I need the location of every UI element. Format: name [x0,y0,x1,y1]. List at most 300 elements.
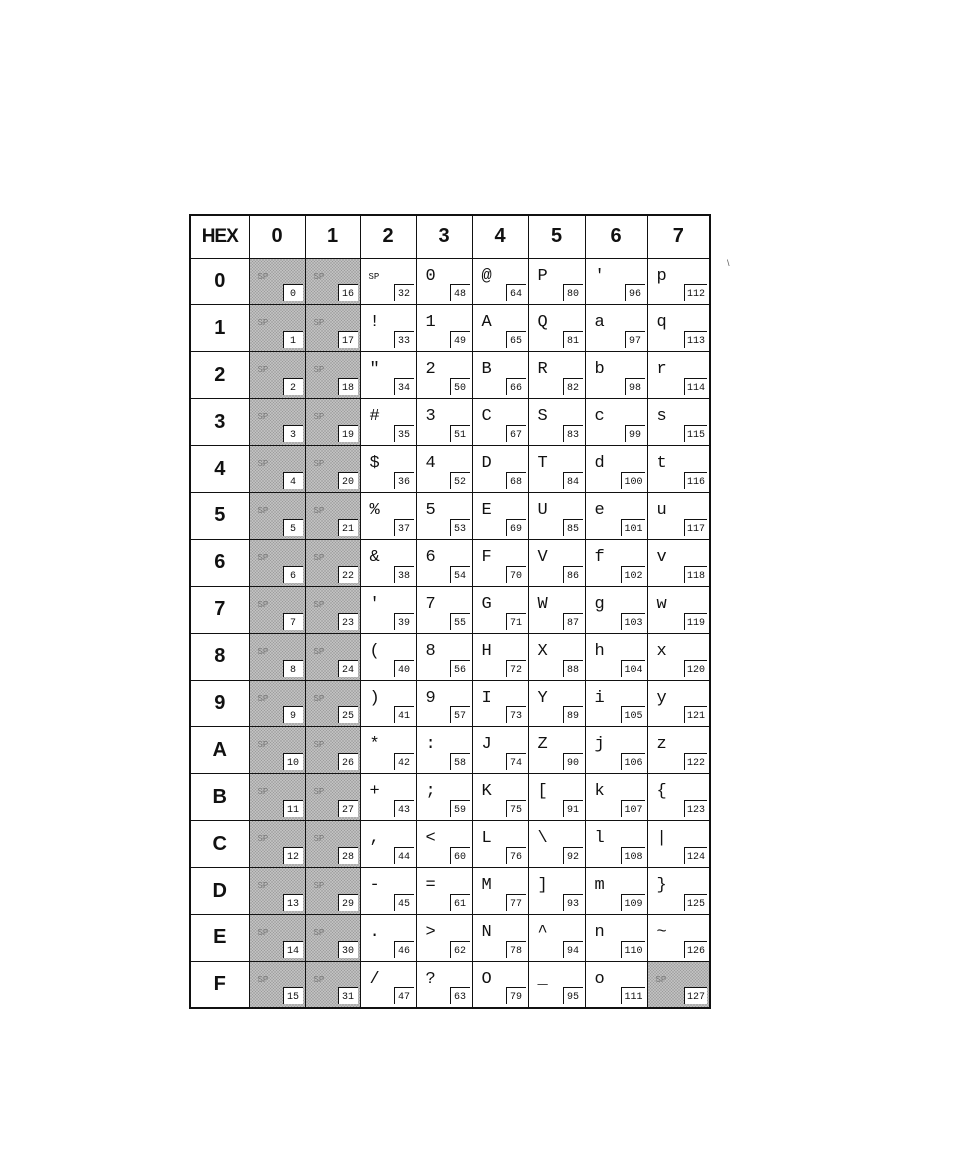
decimal-code-box: 92 [563,847,583,864]
cell-glyph: ; [425,782,436,802]
char-cell [585,961,647,1008]
decimal-code-box: 76 [506,847,526,864]
char-cell [360,446,416,493]
row-hex-label: 8 [190,633,249,680]
table-row [190,446,710,493]
cell-glyph: SP [257,505,269,516]
cell-glyph: G [481,594,492,614]
char-cell [585,539,647,586]
control-char-cell [249,774,305,821]
decimal-code-box: 25 [338,706,358,723]
row-hex-label: 1 [190,305,249,352]
decimal-code-box: 93 [563,894,583,911]
table-row [190,586,710,633]
cell-glyph: SP [313,599,325,610]
cell-glyph: } [656,876,667,896]
decimal-code-box: 89 [563,706,583,723]
char-cell [416,774,472,821]
decimal-code-box: 115 [684,425,707,442]
decimal-code-box: 111 [621,987,644,1004]
char-cell [647,492,710,539]
decimal-code-box: 32 [394,284,414,301]
decimal-code-box: 95 [563,987,583,1004]
decimal-code-box: 78 [506,941,526,958]
cell-glyph: SP [313,412,325,423]
decimal-code-box: 51 [450,425,470,442]
decimal-code-box: 72 [506,660,526,677]
row-hex-label: 5 [190,492,249,539]
char-cell [647,633,710,680]
char-cell [585,727,647,774]
table-row [190,774,710,821]
control-char-cell [249,492,305,539]
char-cell [585,868,647,915]
cell-glyph: $ [369,454,380,474]
char-cell [528,774,585,821]
decimal-code-box: 82 [563,378,583,395]
char-cell [647,586,710,633]
decimal-code-box: 71 [506,613,526,630]
cell-glyph: { [656,782,667,802]
decimal-code-box: 23 [338,613,358,630]
cell-glyph: b [594,360,605,380]
table-row [190,539,710,586]
control-char-cell [249,821,305,868]
decimal-code-box: 14 [283,941,303,958]
char-cell [360,633,416,680]
decimal-code-box: 17 [338,331,358,348]
control-char-cell [249,258,305,305]
cell-glyph: SP [257,881,269,892]
table-row [190,821,710,868]
cell-glyph: N [481,922,492,942]
char-cell [585,821,647,868]
control-char-cell [305,961,360,1008]
decimal-code-box: 16 [338,284,358,301]
decimal-code-box: 41 [394,706,414,723]
cell-glyph: y [656,688,667,708]
char-cell [585,774,647,821]
cell-glyph: SP [257,646,269,657]
char-cell [472,774,528,821]
column-header: 7 [647,215,710,258]
char-cell [472,868,528,915]
cell-glyph: ? [425,969,436,989]
cell-glyph: d [594,454,605,474]
control-char-cell [305,539,360,586]
cell-glyph: SP [313,505,325,516]
control-char-cell [249,352,305,399]
char-cell [528,352,585,399]
row-hex-label: 9 [190,680,249,727]
char-cell [647,305,710,352]
cell-glyph: Q [537,313,548,333]
control-char-cell [305,680,360,727]
decimal-code-box: 67 [506,425,526,442]
cell-glyph: j [594,735,605,755]
decimal-code-box: 96 [625,284,645,301]
table-row [190,258,710,305]
decimal-code-box: 112 [684,284,707,301]
cell-glyph: V [537,547,548,567]
char-cell [416,492,472,539]
cell-glyph: k [594,782,605,802]
char-cell [472,633,528,680]
decimal-code-box: 109 [621,894,644,911]
cell-glyph: | [656,829,667,849]
cell-glyph: _ [537,969,548,989]
table-row [190,868,710,915]
decimal-code-box: 7 [283,613,303,630]
control-char-cell [249,399,305,446]
char-cell [360,539,416,586]
char-cell [416,446,472,493]
decimal-code-box: 34 [394,378,414,395]
char-cell [528,961,585,1008]
char-cell [647,258,710,305]
char-cell [585,352,647,399]
cell-glyph: B [481,360,492,380]
char-cell [360,492,416,539]
decimal-code-box: 20 [338,472,358,489]
control-char-cell [249,914,305,961]
char-cell [528,821,585,868]
cell-glyph: SP [655,974,667,985]
char-cell [647,868,710,915]
decimal-code-box: 30 [338,941,358,958]
char-cell [472,492,528,539]
decimal-code-box: 12 [283,847,303,864]
decimal-code-box: 113 [684,331,707,348]
decimal-code-box: 86 [563,566,583,583]
char-cell [528,258,585,305]
char-cell [528,399,585,446]
decimal-code-box: 58 [450,753,470,770]
cell-glyph: SP [257,599,269,610]
cell-glyph: 3 [425,407,436,427]
cell-glyph: SP [257,318,269,329]
char-cell [647,399,710,446]
decimal-code-box: 0 [283,284,303,301]
cell-glyph: 2 [425,360,436,380]
control-char-cell [305,914,360,961]
control-char-cell [249,539,305,586]
char-cell [585,305,647,352]
decimal-code-box: 80 [563,284,583,301]
char-cell [416,727,472,774]
char-cell [416,539,472,586]
decimal-code-box: 100 [621,472,644,489]
char-cell [360,821,416,868]
cell-glyph: L [481,829,492,849]
row-hex-label: A [190,727,249,774]
row-hex-label: D [190,868,249,915]
cell-glyph: Z [537,735,548,755]
decimal-code-box: 3 [283,425,303,442]
control-char-cell [249,961,305,1008]
char-cell [472,258,528,305]
decimal-code-box: 98 [625,378,645,395]
cell-glyph: c [594,407,605,427]
decimal-code-box: 40 [394,660,414,677]
table-row [190,680,710,727]
char-cell [528,633,585,680]
cell-glyph: D [481,454,492,474]
cell-glyph: H [481,641,492,661]
char-cell [360,399,416,446]
decimal-code-box: 5 [283,519,303,536]
decimal-code-box: 127 [684,987,707,1004]
cell-glyph: t [656,454,667,474]
decimal-code-box: 45 [394,894,414,911]
decimal-code-box: 66 [506,378,526,395]
table-row [190,633,710,680]
decimal-code-box: 2 [283,378,303,395]
cell-glyph: A [481,313,492,333]
table-row [190,961,710,1008]
cell-glyph: SP [313,459,325,470]
decimal-code-box: 62 [450,941,470,958]
decimal-code-box: 53 [450,519,470,536]
cell-glyph: ^ [537,922,548,942]
decimal-code-box: 56 [450,660,470,677]
decimal-code-box: 74 [506,753,526,770]
decimal-code-box: 6 [283,566,303,583]
cell-glyph: * [369,735,380,755]
char-cell [585,399,647,446]
decimal-code-box: 60 [450,847,470,864]
cell-glyph: M [481,876,492,896]
cell-glyph: % [369,500,380,520]
cell-glyph: SP [313,365,325,376]
char-cell [647,727,710,774]
char-cell [472,446,528,493]
cell-glyph: SP [313,927,325,938]
decimal-code-box: 105 [621,706,644,723]
cell-glyph: SP [257,927,269,938]
cell-glyph: SP [313,740,325,751]
decimal-code-box: 10 [283,753,303,770]
cell-glyph: a [594,313,605,333]
decimal-code-box: 91 [563,800,583,817]
cell-glyph: SP [313,693,325,704]
cell-glyph: K [481,782,492,802]
decimal-code-box: 47 [394,987,414,1004]
cell-glyph: w [656,594,667,614]
char-cell [647,352,710,399]
decimal-code-box: 90 [563,753,583,770]
char-cell [528,868,585,915]
cell-glyph: SP [313,787,325,798]
cell-glyph: h [594,641,605,661]
char-cell [647,821,710,868]
decimal-code-box: 49 [450,331,470,348]
char-cell [647,539,710,586]
char-cell [360,868,416,915]
decimal-code-box: 73 [506,706,526,723]
char-cell [416,868,472,915]
char-cell [585,914,647,961]
char-cell [360,305,416,352]
table-row [190,914,710,961]
hex-column-header: HEX [190,215,249,258]
cell-glyph: SP [313,318,325,329]
row-hex-label: 6 [190,539,249,586]
char-cell [416,352,472,399]
decimal-code-box: 59 [450,800,470,817]
decimal-code-box: 55 [450,613,470,630]
cell-glyph: W [537,594,548,614]
char-cell [360,586,416,633]
column-header: 4 [472,215,528,258]
decimal-code-box: 102 [621,566,644,583]
cell-glyph: SP [257,412,269,423]
decimal-code-box: 97 [625,331,645,348]
decimal-code-box: 108 [621,847,644,864]
control-char-cell [305,446,360,493]
control-char-cell [249,727,305,774]
cell-glyph: SP [257,365,269,376]
decimal-code-box: 85 [563,519,583,536]
row-hex-label: 3 [190,399,249,446]
control-char-cell [249,633,305,680]
char-cell [528,446,585,493]
control-char-cell [305,868,360,915]
char-cell [647,774,710,821]
decimal-code-box: 28 [338,847,358,864]
cell-glyph: SP [313,552,325,563]
decimal-code-box: 39 [394,613,414,630]
char-cell [472,961,528,1008]
decimal-code-box: 48 [450,284,470,301]
char-cell [360,774,416,821]
cell-glyph: E [481,500,492,520]
decimal-code-box: 64 [506,284,526,301]
cell-glyph: v [656,547,667,567]
char-cell [528,680,585,727]
char-cell [472,539,528,586]
cell-glyph: p [656,266,667,286]
cell-glyph: SP [257,552,269,563]
decimal-code-box: 63 [450,987,470,1004]
cell-glyph: g [594,594,605,614]
decimal-code-box: 1 [283,331,303,348]
cell-glyph: - [369,876,380,896]
cell-glyph: + [369,782,380,802]
char-cell [472,352,528,399]
column-header: 6 [585,215,647,258]
decimal-code-box: 119 [684,613,707,630]
char-cell [528,305,585,352]
cell-glyph: , [369,829,380,849]
cell-glyph: l [594,829,605,849]
control-char-cell [305,821,360,868]
char-cell [416,586,472,633]
decimal-code-box: 19 [338,425,358,442]
cell-glyph: ' [369,594,380,614]
row-hex-label: E [190,914,249,961]
decimal-code-box: 15 [283,987,303,1004]
char-cell [416,914,472,961]
char-cell [360,352,416,399]
column-header: 2 [360,215,416,258]
cell-glyph: s [656,407,667,427]
cell-glyph: F [481,547,492,567]
cell-glyph: SP [313,974,325,985]
decimal-code-box: 69 [506,519,526,536]
row-hex-label: F [190,961,249,1008]
cell-glyph: ] [537,876,548,896]
decimal-code-box: 70 [506,566,526,583]
table-body [190,258,710,1008]
cell-glyph: . [369,922,380,942]
cell-glyph: U [537,500,548,520]
control-char-cell [249,586,305,633]
char-cell [472,399,528,446]
decimal-code-box: 24 [338,660,358,677]
cell-glyph: " [369,360,380,380]
cell-glyph: 6 [425,547,436,567]
row-hex-label: 0 [190,258,249,305]
cell-glyph: = [425,876,436,896]
char-cell [472,680,528,727]
column-header: 3 [416,215,472,258]
decimal-code-box: 106 [621,753,644,770]
cell-glyph: 1 [425,313,436,333]
cell-glyph: ! [369,313,380,333]
decimal-code-box: 50 [450,378,470,395]
cell-glyph: o [594,969,605,989]
decimal-code-box: 103 [621,613,644,630]
table-row [190,727,710,774]
control-char-cell [305,305,360,352]
cell-glyph: f [594,547,605,567]
cell-glyph: SP [257,740,269,751]
char-cell [585,680,647,727]
char-cell [360,258,416,305]
char-cell [360,914,416,961]
decimal-code-box: 104 [621,660,644,677]
cell-glyph: SP [257,271,269,282]
cell-glyph: r [656,360,667,380]
cell-glyph: SP [313,834,325,845]
char-cell [585,633,647,680]
char-cell [360,727,416,774]
decimal-code-box: 125 [684,894,707,911]
decimal-code-box: 36 [394,472,414,489]
cell-glyph: O [481,969,492,989]
decimal-code-box: 122 [684,753,707,770]
column-header: 0 [249,215,305,258]
cell-glyph: 7 [425,594,436,614]
char-cell [360,961,416,1008]
char-cell [416,680,472,727]
cell-glyph: ( [369,641,380,661]
char-cell [528,727,585,774]
decimal-code-box: 87 [563,613,583,630]
cell-glyph: < [425,829,436,849]
cell-glyph: SP [257,974,269,985]
char-cell [472,727,528,774]
decimal-code-box: 61 [450,894,470,911]
decimal-code-box: 52 [450,472,470,489]
decimal-code-box: 107 [621,800,644,817]
char-cell [416,399,472,446]
decimal-code-box: 79 [506,987,526,1004]
decimal-code-box: 22 [338,566,358,583]
cell-glyph: > [425,922,436,942]
cell-glyph: # [369,407,380,427]
